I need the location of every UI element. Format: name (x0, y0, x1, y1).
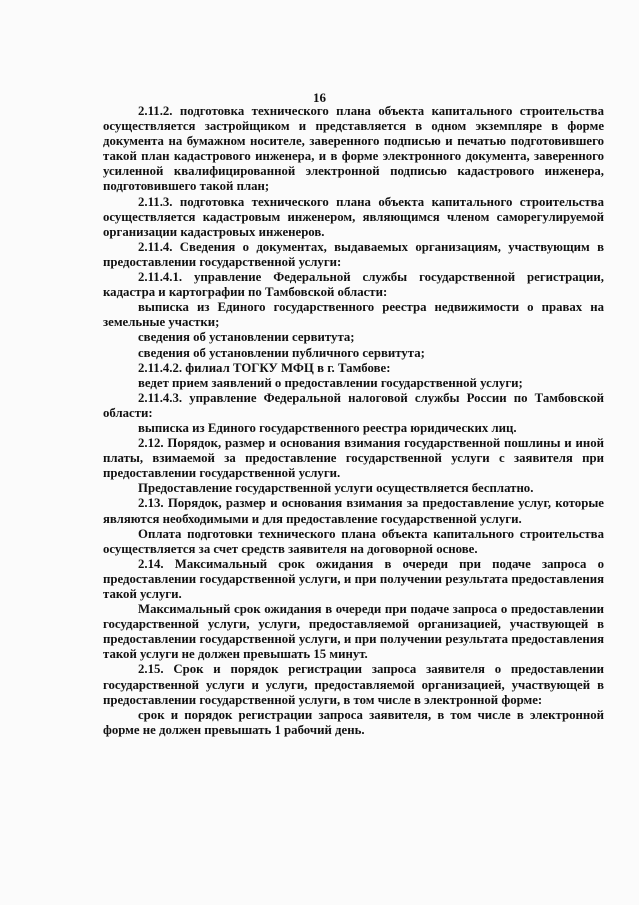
paragraph: 2.11.3. подготовка технического плана объекта капитального строительства осуществляется кадастровым инженером, являющимся членом саморегулируемой организации кадастровых инженеров. (103, 194, 604, 239)
paragraph: 2.12. Порядок, размер и основания взимания государственной пошлины и иной платы, взимаемой за предоставление государственной услуги с заявителя при предоставлении государственной услуги. (103, 436, 604, 481)
document-body (103, 104, 604, 738)
paragraph: 2.11.2. подготовка технического плана объекта капитального строительства осуществляется застройщиком и представляется в одном экземпляре в форме документа на бумажном носителе, заверенного подписью и печатью подготовившего такой план кадастрового инженера, и в форме электронного документа, заверенного усиленной квалифицированной электронной подписью кадастрового инженера, подготовившего такой план; (103, 104, 604, 194)
paragraph: сведения об установлении сервитута; (138, 330, 355, 345)
paragraph: 2.11.4. Сведения о документах, выдаваемых организациям, участвующим в предоставлении государственной услуги: (103, 239, 604, 269)
page-number: 16 (313, 90, 326, 105)
paragraph: Максимальный срок ожидания в очереди при подаче запроса о предоставлении государственной услуги, услуги, предоставляемой организацией, участвующей в предоставлении государственной услуги, и при получении результата предоставления такой услуги не должен превышать 15 минут. (103, 602, 604, 662)
paragraph: Предоставление государственной услуги осуществляется бесплатно. (138, 481, 534, 496)
paragraph: Оплата подготовки технического плана объекта капитального строительства осуществляется за счет средств заявителя на договорной основе. (103, 526, 604, 556)
paragraph: выписка из Единого государственного реестра юридических лиц. (138, 420, 517, 435)
paragraph: 2.15. Срок и порядок регистрации запроса заявителя о предоставлении государственной услуги и услуги, предоставляемой организацией, участвующей в предоставлении государственной услуги, в том числе в электронной форме: (103, 662, 604, 707)
paragraph: 2.11.4.2. филиал ТОГКУ МФЦ в г. Тамбове: (138, 360, 391, 375)
paragraph: 2.14. Максимальный срок ожидания в очереди при подаче запроса о предоставлении государственной услуги, и при получении результата предоставления такой услуги. (103, 556, 604, 601)
paragraph: 2.13. Порядок, размер и основания взимания за предоставление услуг, которые являются необходимыми и для предоставление государственной услуги. (103, 496, 604, 526)
paragraph: сведения об установлении публичного сервитута; (138, 345, 425, 360)
paragraph: 2.11.4.1. управление Федеральной службы государственной регистрации, кадастра и картографии по Тамбовской области: (103, 270, 604, 300)
paragraph: выписка из Единого государственного реестра недвижимости о правах на земельные участки; (103, 300, 604, 330)
paragraph: 2.11.4.3. управление Федеральной налоговой службы России по Тамбовской области: (103, 390, 604, 420)
paragraph: ведет прием заявлений о предоставлении государственной услуги; (138, 375, 523, 390)
paragraph: срок и порядок регистрации запроса заявителя, в том числе в электронной форме не должен превышать 1 рабочий день. (103, 707, 604, 737)
